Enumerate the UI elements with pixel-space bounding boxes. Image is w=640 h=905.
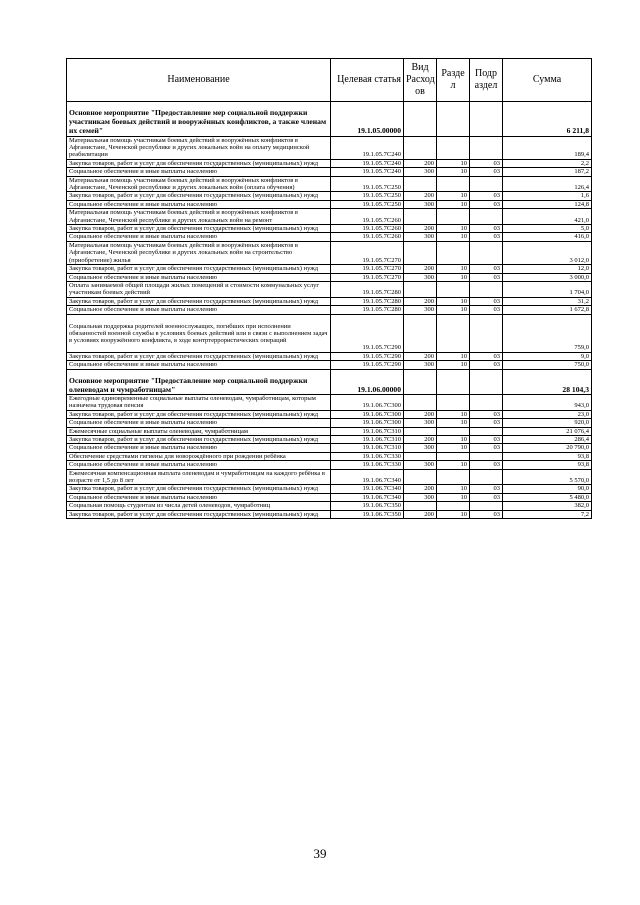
header-razdel: Разде л xyxy=(437,59,470,102)
row-sum: 28 104,3 xyxy=(503,369,592,394)
header-podrazdel: Подр аздел xyxy=(470,59,503,102)
row-razdel xyxy=(437,427,470,435)
row-vid: 200 xyxy=(404,436,437,444)
row-sum: 1 704,0 xyxy=(503,281,592,297)
row-name: Закупка товаров, работ и услуг для обеспечения государственных (муниципальных) нужд xyxy=(67,436,331,444)
row-sum: 189,4 xyxy=(503,136,592,159)
row-podrazdel: 03 xyxy=(470,233,503,241)
row-sum: 382,0 xyxy=(503,502,592,510)
row-name: Оплата занимаемой общей площади жилых помещений и стоимости коммунальных услуг участникам боевых действий xyxy=(67,281,331,297)
row-razdel: 10 xyxy=(437,419,470,427)
row-vid xyxy=(404,394,437,410)
row-podrazdel: 03 xyxy=(470,361,503,369)
table-row xyxy=(67,461,592,469)
row-name: Ежегодные единовременные социальные выплаты оленеводам, чумработницам, которым назначена трудовая пенсия xyxy=(67,394,331,410)
row-sum: 6 211,8 xyxy=(503,102,592,137)
row-razdel: 10 xyxy=(437,192,470,200)
row-target: 19.1.05.7С270 xyxy=(331,265,404,273)
row-razdel: 10 xyxy=(437,444,470,452)
row-sum: 5,0 xyxy=(503,225,592,233)
row-podrazdel: 03 xyxy=(470,510,503,518)
row-podrazdel xyxy=(470,209,503,225)
row-vid: 300 xyxy=(404,273,437,281)
row-sum: 187,2 xyxy=(503,168,592,176)
row-vid: 200 xyxy=(404,159,437,167)
row-target: 19.1.06.7С300 xyxy=(331,394,404,410)
row-name: Материальная помощь участникам боевых действий и вооружённых конфликтов в Афганистане, Чеченской республике и других локальных войн на ремонт xyxy=(67,209,331,225)
header-vid: Вид Расход ов xyxy=(404,59,437,102)
row-sum: 3 000,0 xyxy=(503,273,592,281)
row-podrazdel: 03 xyxy=(470,444,503,452)
table-row xyxy=(67,306,592,314)
row-podrazdel xyxy=(470,281,503,297)
row-vid xyxy=(404,102,437,137)
row-target: 19.1.05.7С250 xyxy=(331,200,404,208)
document-page xyxy=(66,58,591,519)
row-razdel xyxy=(437,209,470,225)
row-name: Закупка товаров, работ и услуг для обеспечения государственных (муниципальных) нужд xyxy=(67,510,331,518)
row-name: Социальное обеспечение и иные выплаты населению xyxy=(67,168,331,176)
row-podrazdel: 03 xyxy=(470,461,503,469)
row-podrazdel xyxy=(470,314,503,352)
row-name: Закупка товаров, работ и услуг для обеспечения государственных (муниципальных) нужд xyxy=(67,485,331,493)
row-razdel: 10 xyxy=(437,306,470,314)
row-name: Социальная помощь студентам из числа детей оленеводов, чумработниц xyxy=(67,502,331,510)
row-vid xyxy=(404,369,437,394)
row-vid xyxy=(404,241,437,264)
row-razdel xyxy=(437,502,470,510)
row-target: 19.1.06.00000 xyxy=(331,369,404,394)
row-vid: 300 xyxy=(404,200,437,208)
row-razdel xyxy=(437,469,470,485)
row-name: Социальное обеспечение и иные выплаты населению xyxy=(67,273,331,281)
row-sum: 126,4 xyxy=(503,176,592,192)
table-row xyxy=(67,436,592,444)
row-razdel: 10 xyxy=(437,461,470,469)
row-vid xyxy=(404,209,437,225)
row-podrazdel xyxy=(470,369,503,394)
row-vid: 200 xyxy=(404,225,437,233)
row-target: 19.1.05.7С280 xyxy=(331,306,404,314)
row-razdel xyxy=(437,136,470,159)
table-row xyxy=(67,485,592,493)
row-vid: 200 xyxy=(404,510,437,518)
row-podrazdel: 03 xyxy=(470,168,503,176)
row-podrazdel: 03 xyxy=(470,225,503,233)
row-podrazdel: 03 xyxy=(470,493,503,501)
table-row xyxy=(67,168,592,176)
row-razdel: 10 xyxy=(437,233,470,241)
row-podrazdel: 03 xyxy=(470,265,503,273)
row-name: Социальное обеспечение и иные выплаты населению xyxy=(67,306,331,314)
table-row xyxy=(67,410,592,418)
row-sum: 31,2 xyxy=(503,297,592,305)
table-row xyxy=(67,281,592,297)
row-vid: 300 xyxy=(404,419,437,427)
row-sum: 920,0 xyxy=(503,419,592,427)
table-row xyxy=(67,192,592,200)
row-target: 19.1.05.7С290 xyxy=(331,314,404,352)
row-target: 19.1.05.7С250 xyxy=(331,192,404,200)
row-sum: 124,8 xyxy=(503,200,592,208)
table-row xyxy=(67,510,592,518)
table-row xyxy=(67,176,592,192)
row-razdel xyxy=(437,394,470,410)
row-razdel: 10 xyxy=(437,485,470,493)
row-sum: 20 790,0 xyxy=(503,444,592,452)
row-name: Социальное обеспечение и иные выплаты населению xyxy=(67,419,331,427)
row-sum: 1,6 xyxy=(503,192,592,200)
table-row-main-activity xyxy=(67,102,592,137)
row-razdel xyxy=(437,314,470,352)
row-sum: 90,0 xyxy=(503,485,592,493)
row-podrazdel: 03 xyxy=(470,297,503,305)
row-vid xyxy=(404,502,437,510)
row-podrazdel xyxy=(470,241,503,264)
page-number: 39 xyxy=(313,846,327,861)
row-name: Социальное обеспечение и иные выплаты населению xyxy=(67,361,331,369)
row-sum: 759,0 xyxy=(503,314,592,352)
row-vid xyxy=(404,281,437,297)
row-target: 19.1.06.7С300 xyxy=(331,410,404,418)
row-target: 19.1.05.7С270 xyxy=(331,273,404,281)
row-target: 19.1.06.7С330 xyxy=(331,452,404,460)
header-target: Целевая статья xyxy=(331,59,404,102)
row-name: Закупка товаров, работ и услуг для обеспечения государственных (муниципальных) нужд xyxy=(67,410,331,418)
row-razdel xyxy=(437,102,470,137)
row-sum: 416,0 xyxy=(503,233,592,241)
row-vid xyxy=(404,314,437,352)
row-razdel: 10 xyxy=(437,159,470,167)
row-name: Материальная помощь участникам боевых действий и вооружённых конфликтов в Афганистане, Чеченской республике и других локальных войн (оплата обучения) xyxy=(67,176,331,192)
row-podrazdel: 03 xyxy=(470,410,503,418)
table-header-row xyxy=(67,59,592,102)
row-name: Материальная помощь участникам боевых действий и вооружённых конфликтов в Афганистане, Чеченской республике и других локальных войн на оплату медицинской реабилитации xyxy=(67,136,331,159)
row-target: 19.1.06.7С340 xyxy=(331,469,404,485)
row-target: 19.1.05.7С240 xyxy=(331,159,404,167)
table-row xyxy=(67,394,592,410)
row-name: Социальное обеспечение и иные выплаты населению xyxy=(67,493,331,501)
table-row-main-activity xyxy=(67,369,592,394)
row-podrazdel: 03 xyxy=(470,436,503,444)
row-target: 19.1.06.7С330 xyxy=(331,461,404,469)
table-body xyxy=(67,102,592,519)
row-name: Закупка товаров, работ и услуг для обеспечения государственных (муниципальных) нужд xyxy=(67,297,331,305)
table-row xyxy=(67,233,592,241)
row-target: 19.1.06.7С340 xyxy=(331,493,404,501)
row-target: 19.1.05.7С260 xyxy=(331,209,404,225)
row-name: Социальное обеспечение и иные выплаты населению xyxy=(67,200,331,208)
row-sum: 5 570,0 xyxy=(503,469,592,485)
row-target: 19.1.06.7С350 xyxy=(331,510,404,518)
row-razdel: 10 xyxy=(437,273,470,281)
row-sum: 2,2 xyxy=(503,159,592,167)
row-name: Ежемесячная компенсационная выплата оленеводам и чумработницам на каждого ребёнка в возрасте от 1,5 до 8 лет xyxy=(67,469,331,485)
row-target: 19.1.05.7С290 xyxy=(331,361,404,369)
row-vid: 300 xyxy=(404,461,437,469)
row-sum: 23,0 xyxy=(503,410,592,418)
row-target: 19.1.05.7С260 xyxy=(331,225,404,233)
row-name: Обеспечение средствами гигиены для новорождённого при рождении ребёнка xyxy=(67,452,331,460)
row-target: 19.1.06.7С310 xyxy=(331,436,404,444)
row-vid: 200 xyxy=(404,265,437,273)
table-row xyxy=(67,297,592,305)
row-podrazdel: 03 xyxy=(470,192,503,200)
row-podrazdel: 03 xyxy=(470,159,503,167)
row-name: Основное мероприятие "Предоставление мер социальной поддержки участникам боевых действий и вооружённых конфликтов, а также членам их семей" xyxy=(67,102,331,137)
row-vid: 200 xyxy=(404,485,437,493)
row-target: 19.1.05.7С280 xyxy=(331,297,404,305)
row-razdel: 10 xyxy=(437,200,470,208)
table-row xyxy=(67,452,592,460)
table-row xyxy=(67,427,592,435)
table-row xyxy=(67,352,592,360)
row-name: Социальное обеспечение и иные выплаты населению xyxy=(67,233,331,241)
row-sum: 750,0 xyxy=(503,361,592,369)
row-sum: 3 012,0 xyxy=(503,241,592,264)
row-razdel xyxy=(437,452,470,460)
row-razdel xyxy=(437,176,470,192)
row-name: Социальная поддержка родителей военнослужащих, погибших при исполнении обязанностей военной службы в условиях боевых действий или в связи с выполнением задач в условиях вооружённого конфликта, в ходе контртеррористических операций xyxy=(67,314,331,352)
row-podrazdel xyxy=(470,102,503,137)
table-row xyxy=(67,159,592,167)
row-target: 19.1.06.7С340 xyxy=(331,485,404,493)
row-target: 19.1.05.7С250 xyxy=(331,176,404,192)
row-razdel xyxy=(437,241,470,264)
table-row xyxy=(67,419,592,427)
row-vid xyxy=(404,469,437,485)
row-name: Ежемесячные социальные выплаты оленеводам, чумработницам xyxy=(67,427,331,435)
row-podrazdel xyxy=(470,502,503,510)
row-podrazdel xyxy=(470,136,503,159)
row-name: Закупка товаров, работ и услуг для обеспечения государственных (муниципальных) нужд xyxy=(67,225,331,233)
row-sum: 943,0 xyxy=(503,394,592,410)
row-sum: 93,8 xyxy=(503,452,592,460)
row-vid: 300 xyxy=(404,233,437,241)
row-target: 19.1.05.7С240 xyxy=(331,136,404,159)
row-name: Закупка товаров, работ и услуг для обеспечения государственных (муниципальных) нужд xyxy=(67,352,331,360)
row-vid: 200 xyxy=(404,352,437,360)
row-target: 19.1.06.7С310 xyxy=(331,444,404,452)
row-razdel: 10 xyxy=(437,410,470,418)
row-vid xyxy=(404,176,437,192)
row-podrazdel xyxy=(470,469,503,485)
table-row xyxy=(67,469,592,485)
table-row xyxy=(67,265,592,273)
row-podrazdel xyxy=(470,427,503,435)
row-vid xyxy=(404,136,437,159)
row-vid: 200 xyxy=(404,297,437,305)
row-razdel: 10 xyxy=(437,436,470,444)
row-razdel: 10 xyxy=(437,361,470,369)
table-row xyxy=(67,502,592,510)
row-name: Закупка товаров, работ и услуг для обеспечения государственных (муниципальных) нужд xyxy=(67,265,331,273)
row-podrazdel: 03 xyxy=(470,200,503,208)
row-sum: 7,2 xyxy=(503,510,592,518)
row-target: 19.1.05.7С240 xyxy=(331,168,404,176)
row-vid: 200 xyxy=(404,192,437,200)
table-row xyxy=(67,225,592,233)
row-sum: 286,4 xyxy=(503,436,592,444)
row-podrazdel: 03 xyxy=(470,419,503,427)
table-row xyxy=(67,493,592,501)
header-sum: Сумма xyxy=(503,59,592,102)
row-podrazdel: 03 xyxy=(470,273,503,281)
row-podrazdel xyxy=(470,452,503,460)
row-razdel: 10 xyxy=(437,265,470,273)
table-row xyxy=(67,314,592,352)
row-podrazdel: 03 xyxy=(470,352,503,360)
row-name: Социальное обеспечение и иные выплаты населению xyxy=(67,461,331,469)
row-sum: 1 672,8 xyxy=(503,306,592,314)
row-razdel: 10 xyxy=(437,297,470,305)
row-razdel xyxy=(437,281,470,297)
row-sum: 93,8 xyxy=(503,461,592,469)
row-podrazdel xyxy=(470,176,503,192)
row-target: 19.1.05.7С260 xyxy=(331,233,404,241)
row-target: 19.1.06.7С300 xyxy=(331,419,404,427)
table-row xyxy=(67,136,592,159)
table-row xyxy=(67,200,592,208)
row-sum: 21 076,4 xyxy=(503,427,592,435)
table-row xyxy=(67,241,592,264)
row-razdel: 10 xyxy=(437,510,470,518)
row-vid xyxy=(404,452,437,460)
row-target: 19.1.05.00000 xyxy=(331,102,404,137)
row-vid: 300 xyxy=(404,306,437,314)
row-vid xyxy=(404,427,437,435)
row-sum: 12,0 xyxy=(503,265,592,273)
row-target: 19.1.06.7С310 xyxy=(331,427,404,435)
row-podrazdel xyxy=(470,394,503,410)
row-vid: 200 xyxy=(404,410,437,418)
table-row xyxy=(67,444,592,452)
row-podrazdel: 03 xyxy=(470,306,503,314)
header-name: Наименование xyxy=(67,59,331,102)
row-name: Материальная помощь участникам боевых действий и вооружённых конфликтов в Афганистане, Чеченской республике и других локальных войн на строительство (приобретение) жилья xyxy=(67,241,331,264)
row-name: Основное мероприятие "Предоставление мер социальной поддержки оленеводам и чумработницам" xyxy=(67,369,331,394)
row-name: Социальное обеспечение и иные выплаты населению xyxy=(67,444,331,452)
row-vid: 300 xyxy=(404,168,437,176)
budget-table xyxy=(66,58,592,519)
row-sum: 421,0 xyxy=(503,209,592,225)
row-sum: 9,0 xyxy=(503,352,592,360)
table-row xyxy=(67,273,592,281)
row-razdel: 10 xyxy=(437,493,470,501)
row-target: 19.1.05.7С280 xyxy=(331,281,404,297)
row-target: 19.1.06.7С350 xyxy=(331,502,404,510)
row-sum: 5 480,0 xyxy=(503,493,592,501)
row-target: 19.1.05.7С270 xyxy=(331,241,404,264)
table-row xyxy=(67,361,592,369)
row-razdel: 10 xyxy=(437,168,470,176)
row-target: 19.1.05.7С290 xyxy=(331,352,404,360)
table-row xyxy=(67,209,592,225)
row-razdel: 10 xyxy=(437,225,470,233)
row-podrazdel: 03 xyxy=(470,485,503,493)
row-vid: 300 xyxy=(404,361,437,369)
row-vid: 300 xyxy=(404,493,437,501)
row-name: Закупка товаров, работ и услуг для обеспечения государственных (муниципальных) нужд xyxy=(67,192,331,200)
row-vid: 300 xyxy=(404,444,437,452)
row-name: Закупка товаров, работ и услуг для обеспечения государственных (муниципальных) нужд xyxy=(67,159,331,167)
row-razdel: 10 xyxy=(437,352,470,360)
row-razdel xyxy=(437,369,470,394)
